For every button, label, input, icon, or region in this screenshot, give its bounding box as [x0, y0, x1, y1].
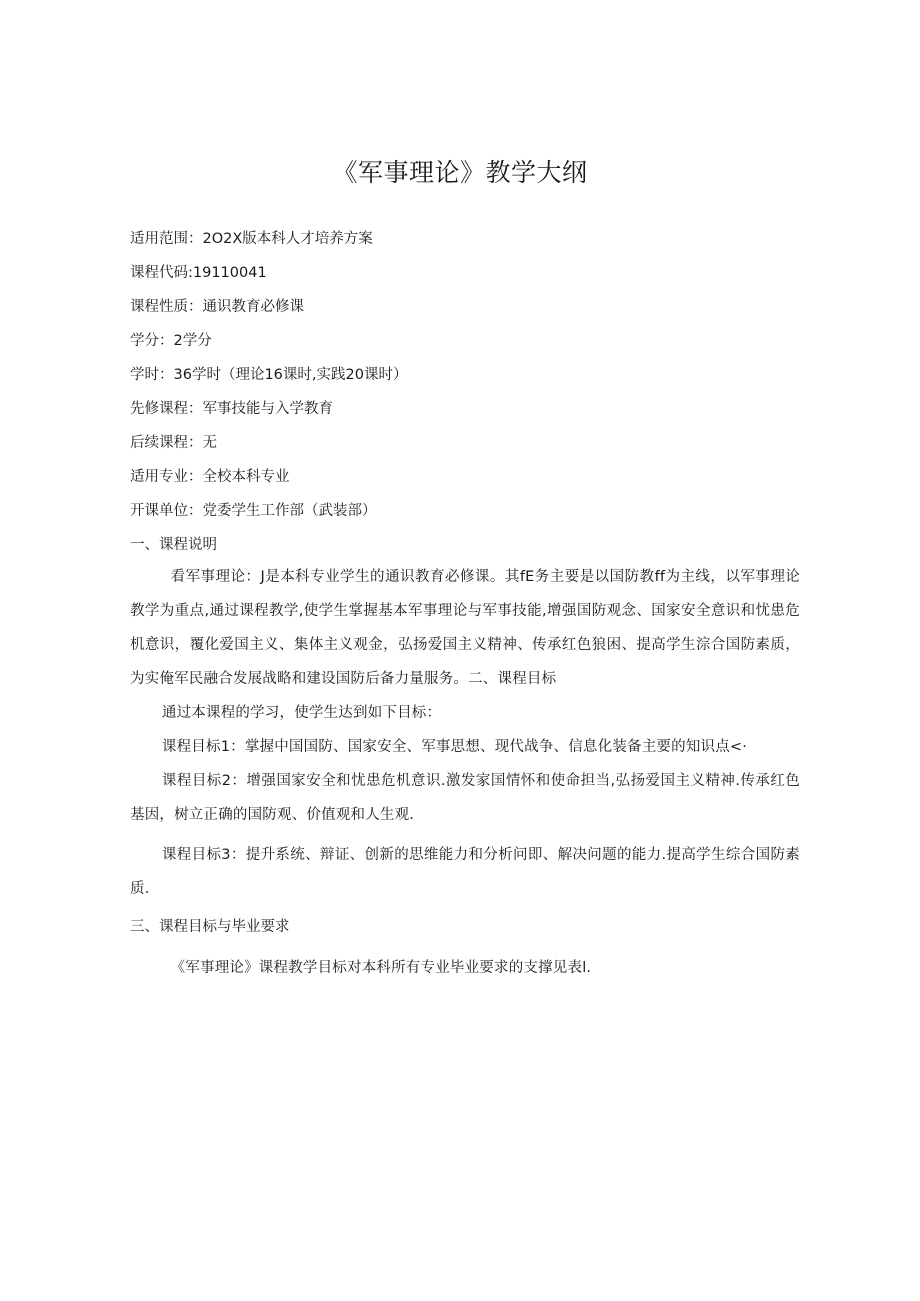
meta-credits: 学分：2学分 [130, 333, 212, 349]
meta-course-code: 课程代码:19110041 [130, 265, 267, 281]
section-1-heading: 一、课程说明 [130, 537, 217, 553]
course-goal-2: 课程目标2：增强国家安全和忧患危机意识.激发家国情怀和使命担当,弘扬爱国主义精神.传承红色基因，树立正确的国防观、价值观和人生观. [130, 773, 800, 823]
meta-hours: 学时：36学时（理论16课时,实践20课时） [130, 367, 408, 383]
meta-majors: 适用专业：全校本科专业 [130, 469, 290, 485]
meta-scope: 适用范围：2O2X版本科人才培养方案 [130, 231, 373, 247]
meta-prerequisite: 先修课程：军事技能与入学教育 [130, 401, 333, 417]
course-goal-1: 课程目标1：掌握中国国防、国家安全、军事思想、现代战争、信息化装备主要的知识点<· [161, 739, 748, 755]
section-3-paragraph: 《军事理论》课程教学目标对本科所有专业毕业要求的支撑见表l. [170, 960, 592, 976]
section-3-heading: 三、课程目标与毕业要求 [130, 919, 290, 935]
document-title: 《军事理论》教学大纲 [332, 158, 588, 187]
course-goal-3: 课程目标3：提升系统、辩证、创新的思维能力和分析问即、解决问题的能力.提高学生综合国防素质. [130, 847, 800, 897]
section-1-paragraph: 看军事理论：J是本科专业学生的通识教育必修课。其fE务主要是以国防教ff为主线，以军事理论教学为重点,通过课程教学,使学生掌握基本军事理论与军事技能,增强国防观念、国家安全意识和忧患危机意识，覆化爱国主义、集体主义观金，弘扬爱国主义精神、传承红色狼困、提高学生淙合国防素质，为实俺军民融合发展战略和建设国防后备力量服务。二、课程目标 [130, 569, 800, 687]
meta-course-nature: 课程性质：通识教育必修课 [130, 299, 304, 315]
meta-follow-up: 后续课程：无 [130, 435, 217, 451]
meta-department: 开课单位：党委学生工作部（武装部） [130, 503, 377, 519]
section-2-intro: 通过本课程的学习，使学生达到如下目标： [161, 705, 442, 721]
